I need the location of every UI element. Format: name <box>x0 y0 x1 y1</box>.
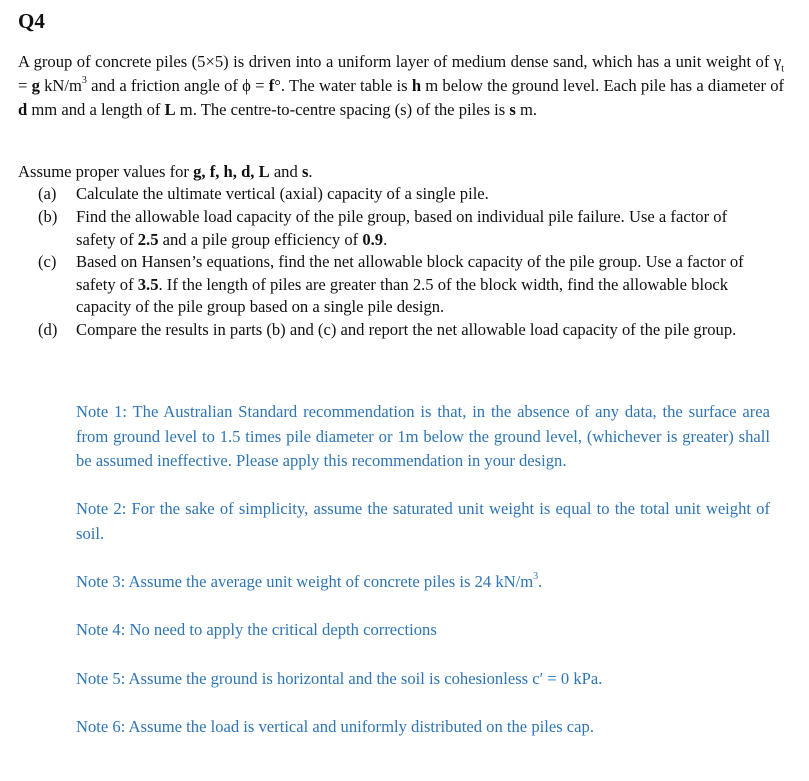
part-text: . If the length of piles are greater than 2.5 of the block width, find the allowable block capacity of the pile group based on a single pile design. <box>76 274 729 316</box>
note-1: Note 1: The Australian Standard recommendation is that, in the absence of any data, the surface area from ground level to 1.5 times pile diameter or 1m below the ground level, (whichever is greater) shall be assumed ineffective. Please apply this recommendation in your design. <box>76 402 770 470</box>
note-3 <box>76 570 770 595</box>
intro-text-9: m. <box>515 100 538 119</box>
part-marker: (a) <box>38 184 57 203</box>
var-h: h <box>411 76 422 95</box>
part-b <box>38 206 758 251</box>
unit-superscript: 3 <box>81 75 87 87</box>
assume-prefix: Assume proper values for <box>18 162 194 181</box>
var-d: d <box>18 100 28 119</box>
var-L: L <box>164 100 176 119</box>
question-intro <box>18 50 784 122</box>
assume-line <box>18 160 313 184</box>
var-s: s <box>509 100 516 119</box>
note-3-text: Note 3: Assume the average unit weight of concrete piles is 24 kN/m <box>76 572 534 591</box>
part-marker: (c) <box>38 252 57 271</box>
part-marker: (d) <box>38 320 58 339</box>
part-text: Based on Hansen’s equations, find the net allowable block capacity of the pile group. Use a factor of safety of <box>76 252 744 294</box>
assume-and: and <box>269 162 302 181</box>
intro-text-7: mm and a length of <box>27 100 165 119</box>
note-5: Note 5: Assume the ground is horizontal and the soil is cohesionless c′ = 0 kPa. <box>76 669 603 688</box>
part-c <box>38 251 758 319</box>
assume-end: . <box>308 162 313 181</box>
part-a <box>38 183 758 206</box>
part-text: . <box>383 229 388 249</box>
part-marker: (b) <box>38 207 58 226</box>
intro-text-6: m below the ground level. Each pile has a diameter of <box>421 76 785 95</box>
intro-text-5: °. The water table is <box>274 76 412 95</box>
note-3-superscript: 3 <box>533 571 539 583</box>
intro-text-1: A group of concrete piles (5×5) is driven into a uniform layer of medium dense sand, which has a unit weight of γ <box>18 52 782 71</box>
intro-text-2: = <box>18 76 32 95</box>
part-text: Find the allowable load capacity of the pile group, based on individual pile failure. Use a factor of safety of <box>76 207 728 249</box>
factor-of-safety-b: 2.5 <box>137 229 159 249</box>
var-f: f <box>268 76 275 95</box>
var-g: g <box>31 76 40 95</box>
part-text: Compare the results in parts (b) and (c) and report the net allowable load capacity of the pile group. <box>76 320 737 339</box>
group-efficiency: 0.9 <box>362 229 384 249</box>
intro-text-8: m. The centre-to-centre spacing (s) of the piles is <box>175 100 510 119</box>
intro-text-3: kN/m <box>39 76 82 95</box>
note-3-end: . <box>538 572 543 591</box>
question-parts-list <box>38 183 758 364</box>
assume-s: s <box>301 162 309 181</box>
assume-vars: g, f, h, d, L <box>193 162 270 181</box>
gamma-subscript: t <box>781 63 784 75</box>
factor-of-safety-c: 3.5 <box>137 274 159 294</box>
part-text: and a pile group efficiency of <box>158 229 363 249</box>
note-6: Note 6: Assume the load is vertical and uniformly distributed on the piles cap. <box>76 717 594 736</box>
note-4: Note 4: No need to apply the critical depth corrections <box>76 620 437 639</box>
note-2: Note 2: For the sake of simplicity, assume the saturated unit weight is equal to the total unit weight of soil. <box>76 499 770 543</box>
part-text: Calculate the ultimate vertical (axial) capacity of a single pile. <box>76 184 489 203</box>
question-title: Q4 <box>18 9 45 33</box>
part-d <box>38 319 758 364</box>
intro-text-4: and a friction angle of ϕ = <box>86 76 269 95</box>
